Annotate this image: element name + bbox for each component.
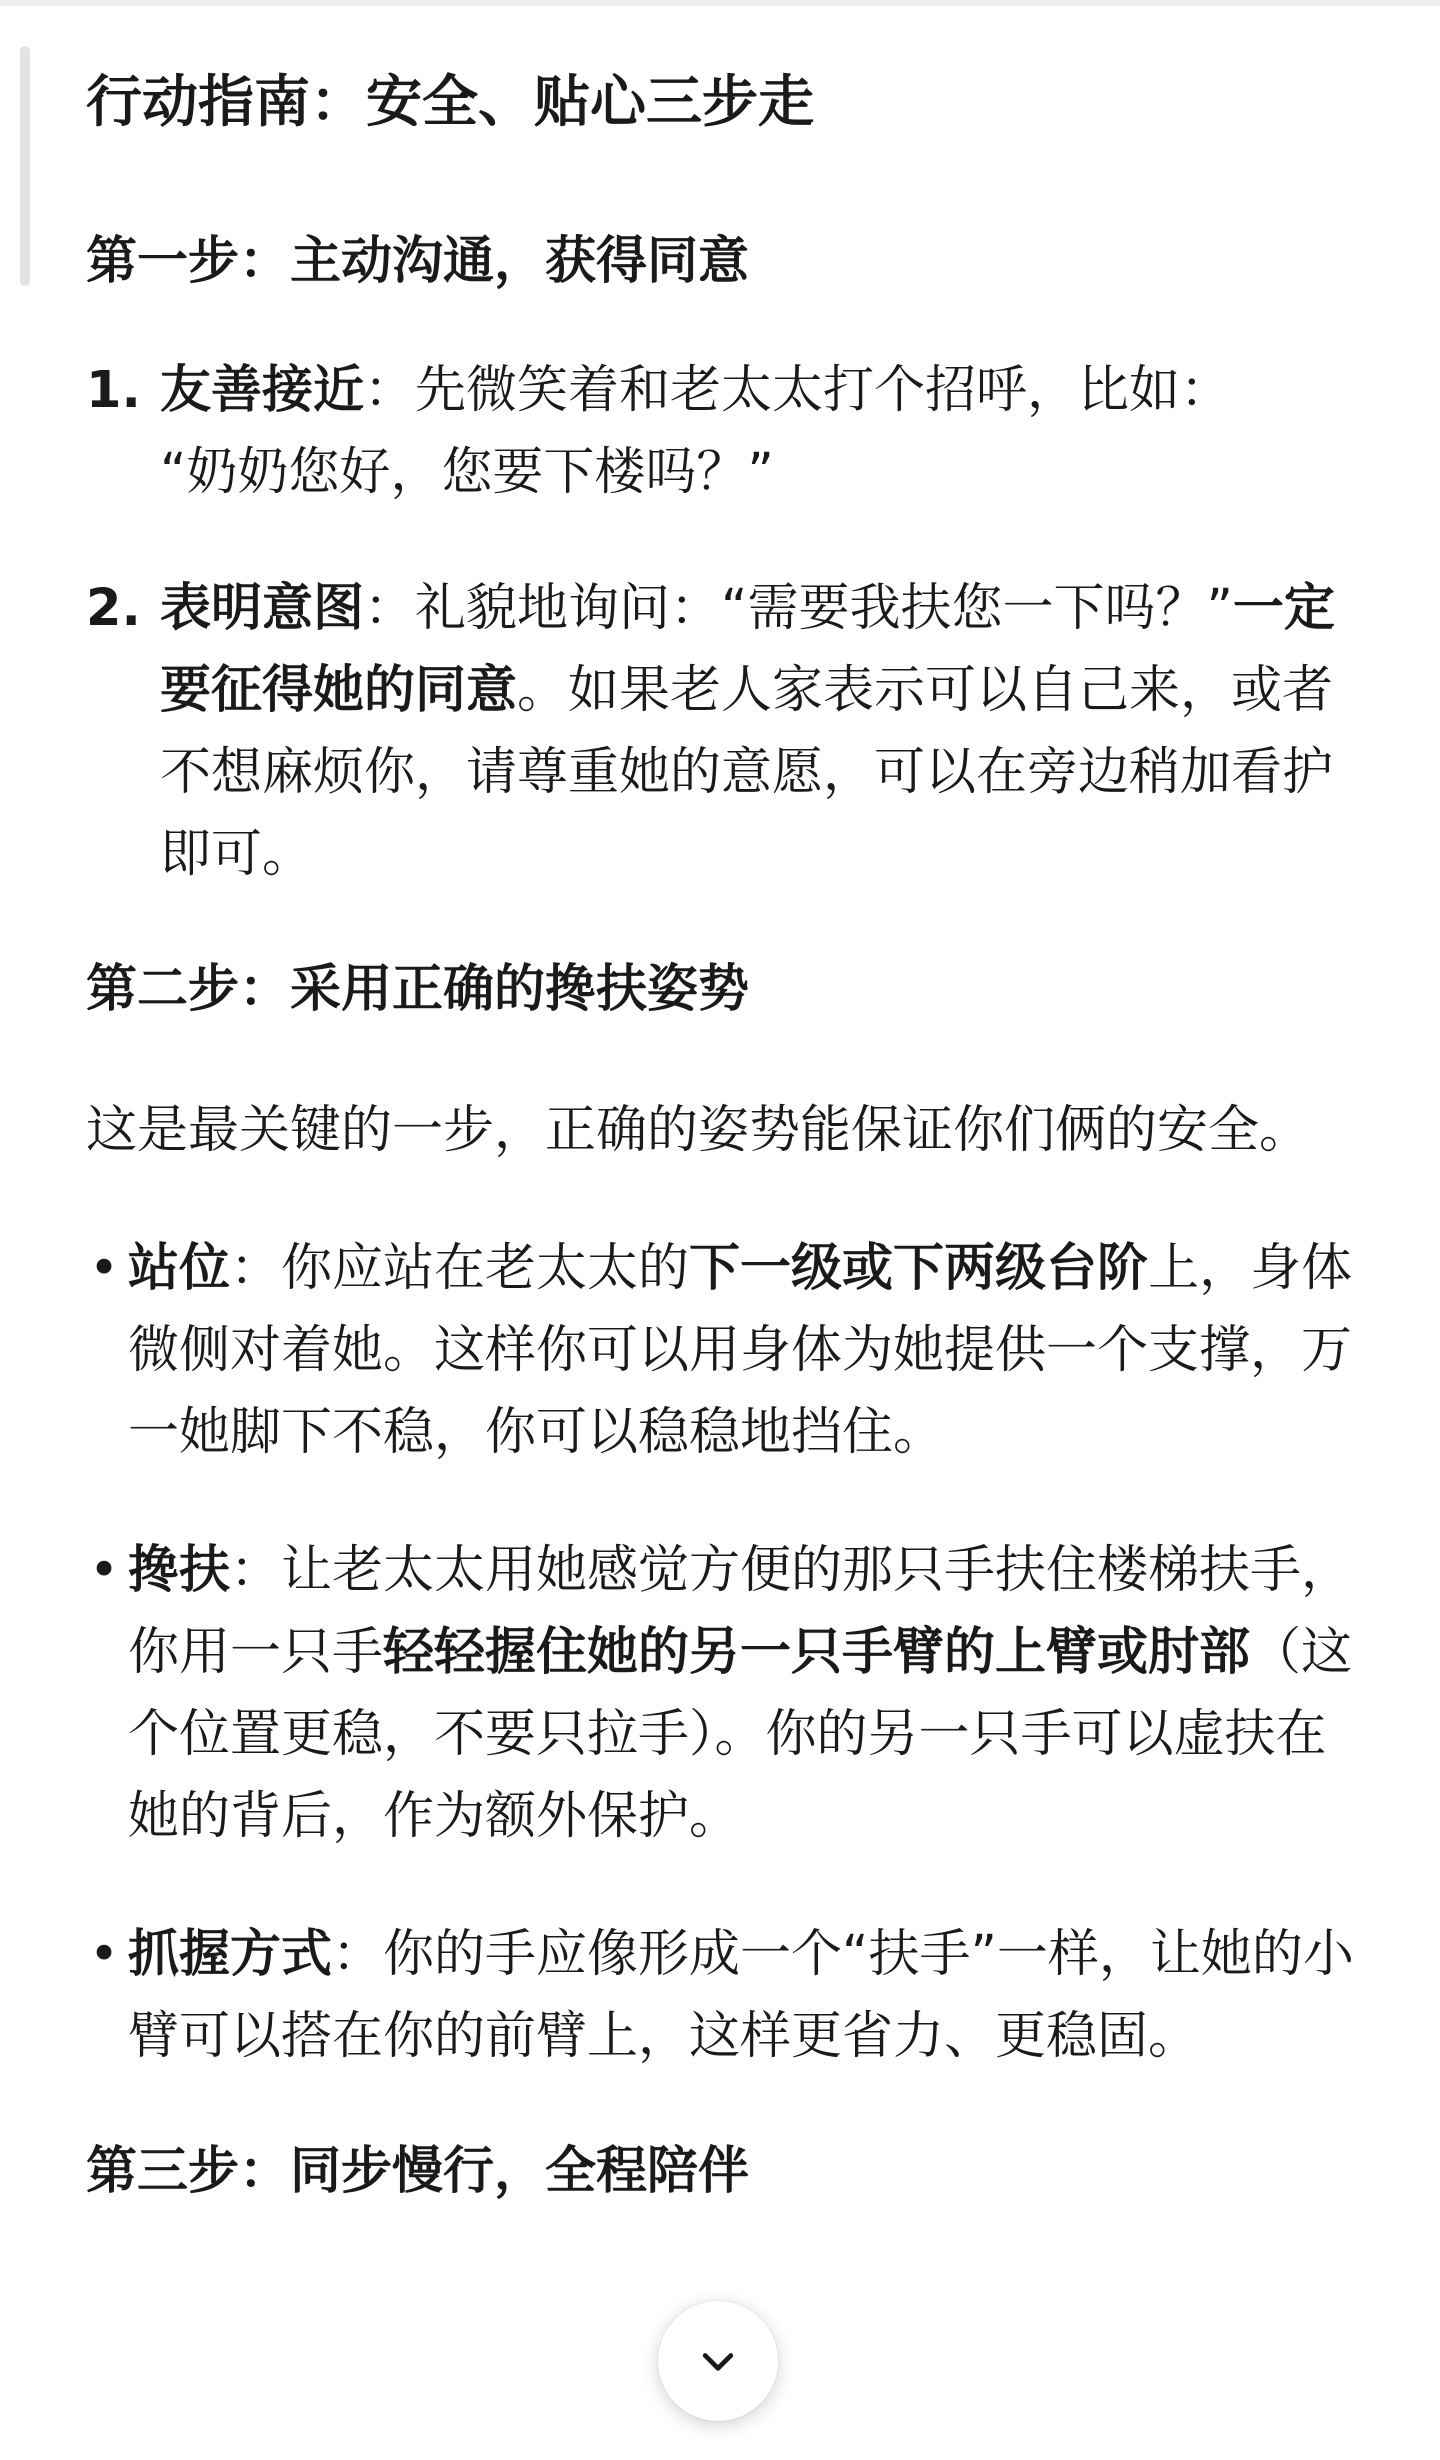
scrollbar[interactable] [20, 46, 30, 286]
item-text: 你的手应像形成一个“扶手”一样，让她的小臂可以搭在你的前臂上，这样更省力、更稳固。 [128, 1925, 1354, 2066]
step3-heading: 第三步：同步慢行，全程陪伴 [86, 2142, 750, 2201]
item-text-continued: 上，身体微侧对着她。这样你可以用身体为她提供一个支撑，万一她脚下不稳，你可以稳稳地挡住。 [128, 1239, 1353, 1462]
item-separator: ： [332, 1925, 384, 1984]
step1-heading: 第一步：主动沟通，获得同意 [86, 232, 750, 291]
list-number: 2. [86, 579, 141, 638]
item-label: 站位 [128, 1239, 231, 1298]
item-separator: ： [364, 361, 416, 420]
item-text: 礼貌地询问：“需要我扶您一下吗？” [415, 579, 1233, 638]
item-emphasis: 一定要征得她的同意 [160, 579, 1335, 720]
item-separator: ： [230, 1239, 282, 1298]
step2-intro: 这是最关键的一步，正确的姿势能保证你们俩的安全。 [86, 1101, 1311, 1160]
bullet: • [88, 1541, 120, 1600]
top-divider [0, 0, 1440, 6]
item-text-continued: 。如果老人家表示可以自己来，或者不想麻烦你，请尊重她的意愿，可以在旁边稍加看护即可。 [160, 661, 1334, 884]
list-item [86, 568, 1366, 896]
item-text: 你应站在老太太的 [281, 1239, 690, 1298]
item-separator: ： [230, 1541, 282, 1600]
item-text-continued: （这个位置更稳，不要只拉手）。你的另一只手可以虚扶在她的背后，作为额外保护。 [128, 1623, 1353, 1846]
item-emphasis: 轻轻握住她的另一只手臂的上臂或肘部 [383, 1623, 1251, 1682]
item-label: 抓握方式 [128, 1925, 333, 1984]
bullet: • [88, 1239, 120, 1298]
item-label: 搀扶 [128, 1541, 231, 1600]
scroll-to-bottom-button[interactable] [658, 2301, 778, 2421]
list-item [86, 1228, 1366, 1474]
article-content [86, 58, 1366, 2212]
step2-heading: 第二步：采用正确的搀扶姿势 [86, 960, 750, 1019]
list-item [86, 350, 1366, 514]
list-item [86, 1530, 1366, 1858]
item-label: 友善接近 [160, 361, 365, 420]
list-item [86, 1914, 1366, 2078]
list-number: 1. [86, 361, 141, 420]
item-text-quote: “奶奶您好，您要下楼吗？” [160, 443, 774, 502]
item-emphasis: 下一级或下两级台阶 [689, 1239, 1149, 1298]
chevron-down-icon [696, 2339, 740, 2383]
bullet: • [88, 1925, 120, 1984]
page-title: 行动指南：安全、贴心三步走 [86, 70, 814, 135]
item-separator: ： [364, 579, 416, 638]
item-label: 表明意图 [160, 579, 365, 638]
item-text: 先微笑着和老太太打个招呼，比如： [415, 361, 1232, 420]
item-text: 让老太太用她感觉方便的那只手扶住楼梯扶手，你用一只手 [128, 1541, 1353, 1682]
